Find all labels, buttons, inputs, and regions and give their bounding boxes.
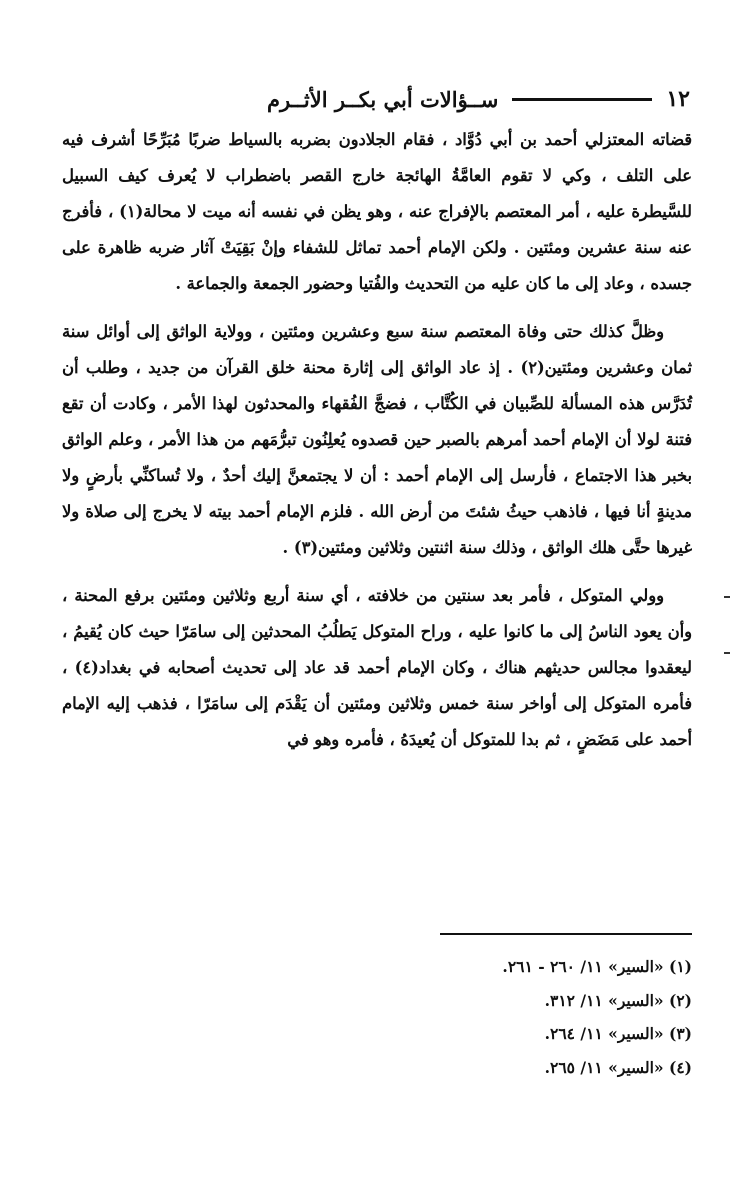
footnote-4: (٤) «السير» ١١/ ٢٦٥.: [544, 1057, 692, 1077]
text-line: أصحابه في بغداد(٤) ، فأمره المتوكل إلى أواخر سنة خمس وثلاثين ومئتين أن يَقْدَم إلى: [62, 658, 692, 713]
scan-edge-mark: [724, 596, 730, 598]
footnote-separator: [440, 933, 692, 935]
text-line: محالة(١) ، فأفرج عنه سنة عشرين ومئتين . ولكن الإمام أحمد تماثل للشفاء وإنْ بَقِيَتْ آثار: [62, 202, 692, 257]
text-line: حيث كان يُقيمُ ، ليعقدوا مجالس حديثهم هناك ، وكان الإمام أحمد قد عاد إلى تحديث: [62, 622, 692, 677]
footnote-3: (٣) «السير» ١١/ ٢٦٤.: [544, 1024, 692, 1043]
footnote-2: (٢) «السير» ١١/ ٣١٢.: [544, 990, 692, 1010]
text-line: وكادت أن تقع فتنة لولا أن الإمام أحمد أمرهم بالصبر حين قصدوه يُعلِنُون تبرُّمَهم من: [62, 394, 692, 449]
text-line: ضربه ظاهرة على جسده ، وعاد إلى ما كان عليه من التحديث والفُتيا وحضور الجمعة: [62, 238, 692, 293]
scan-edge-mark: [724, 652, 730, 654]
footnotes: [392, 950, 692, 1084]
paragraph-3: [62, 578, 692, 758]
text-line: سامَرّا ، فذهب إليه الإمام أحمد على مَضَضٍ ، ثم بدا للمتوكل أن يُعيدَهُ ، فأمره وهو في: [62, 694, 692, 749]
text-line: سنة ثمان وعشرين ومئتين(٢) . إذ عاد الواثق إلى إثارة محنة خلق القرآن من جديد ، وطلب: [62, 322, 692, 377]
text-line: والجماعة .: [175, 274, 248, 293]
paragraph-gap: [62, 566, 692, 578]
main-text: [62, 122, 692, 758]
running-title: ســؤالات أبي بكــر الأثــرم: [267, 86, 499, 112]
text-line: أن تُدَرَّس هذه المسألة للصِّبيان في الكُتَّاب ، فضجَّ الفُقهاء والمحدثون لهذا الأمر ،: [62, 358, 692, 413]
paragraph-1: [62, 122, 692, 302]
paragraph-2: [62, 314, 692, 566]
text-line: وثلاثين ومئتين(٣) .: [282, 538, 412, 557]
header-rule: [512, 98, 652, 101]
page-header: [60, 84, 690, 114]
text-line: وظلَّ كذلك حتى وفاة المعتصم سنة سبع وعشرين ومئتين ، وولاية الواثق إلى أوائل: [89, 322, 664, 341]
text-line: السبيل للسَّيطرة عليه ، أمر المعتصم بالإفراج عنه ، وهو يظن في نفسه أنه ميت لا: [62, 166, 692, 221]
paragraph-gap: [62, 302, 692, 314]
text-line: فلزم الإمام أحمد بيته لا يخرج إلى صلاة ولا غيرها حتَّى هلك الواثق ، وذلك سنة اثنتين: [62, 502, 692, 557]
text-line: هذا الأمر ، وعلم الواثق بخبر هذا الاجتماع ، فأرسل إلى الإمام أحمد : أن لا يجتمعنَّ: [62, 430, 692, 485]
text-line: فيه على التلف ، وكي لا تقوم العامَّةُ الهائجة خارج القصر باضطراب لا يُعرف كيف: [62, 130, 692, 185]
text-line: المحنة ، وأن يعود الناسُ إلى ما كانوا عليه ، وراح المتوكل يَطلُبُ المحدثين إلى سامَرّا: [62, 586, 692, 641]
footnote-1: (١) «السير» ١١/ ٢٦٠ - ٢٦١.: [502, 957, 692, 976]
page-number: ١٢: [666, 86, 690, 112]
text-line: قضاته المعتزلي أحمد بن أبي دُوَّاد ، فقام الجلادون بضربه بالسياط ضربًا مُبَرِّحًا أشرف: [83, 130, 692, 149]
text-line: وولي المتوكل ، فأمر بعد سنتين من خلافته ، أي سنة أربع وثلاثين ومئتين برفع: [117, 586, 664, 605]
text-line: إليك أحدٌ ، ولا تُساكنِّي بأرضٍ ولا مدينةٍ أنا فيها ، فاذهب حيثُ شئتَ من أرض الله .: [62, 466, 692, 521]
